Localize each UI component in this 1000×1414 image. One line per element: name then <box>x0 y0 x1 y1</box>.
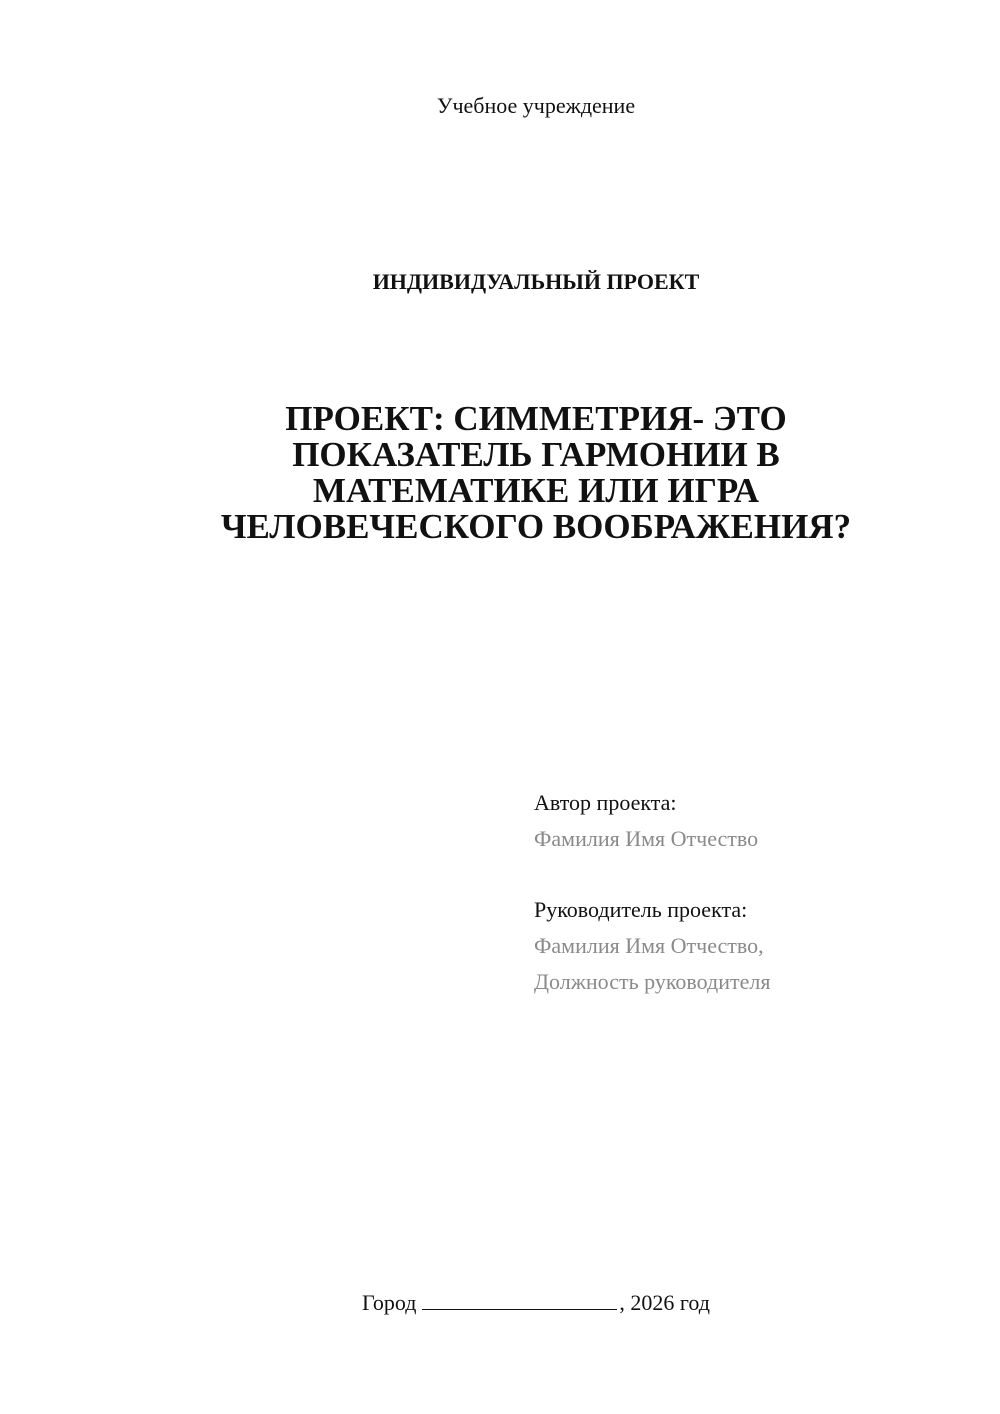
supervisor-block <box>534 892 934 1000</box>
supervisor-position-placeholder: Должность руководителя <box>534 969 771 994</box>
project-title-line: ПРОЕКТ: СИММЕТРИЯ- ЭТО <box>285 399 787 438</box>
project-title-line: ПОКАЗАТЕЛЬ ГАРМОНИИ В <box>292 435 780 474</box>
project-title-line: МАТЕМАТИКЕ ИЛИ ИГРА <box>312 471 760 510</box>
supervisor-label: Руководитель проекта: <box>534 897 748 922</box>
author-block <box>534 785 934 857</box>
supervisor-name-placeholder: Фамилия Имя Отчество, <box>534 933 764 958</box>
project-title-line: ЧЕЛОВЕЧЕСКОГО ВООБРАЖЕНИЯ? <box>220 507 852 546</box>
year-text: , 2026 год <box>619 1290 710 1315</box>
project-title <box>100 401 972 545</box>
author-name-placeholder: Фамилия Имя Отчество <box>534 826 759 851</box>
institution-name: Учебное учреждение <box>436 93 636 118</box>
city-label: Город <box>362 1290 417 1315</box>
project-type-heading: ИНДИВИДУАЛЬНЫЙ ПРОЕКТ <box>372 269 700 294</box>
author-label: Автор проекта: <box>534 790 677 815</box>
city-blank-line <box>422 1289 617 1310</box>
footer-city-year <box>0 1288 1000 1318</box>
